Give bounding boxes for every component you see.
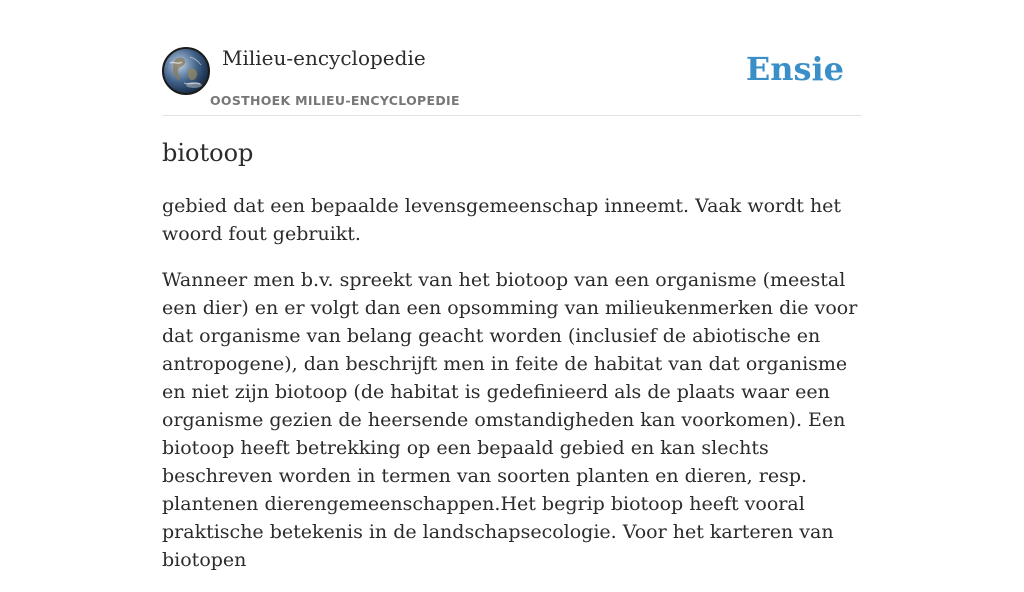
earth-avatar-icon[interactable] xyxy=(162,47,210,95)
definition-paragraph: gebied dat een bepaalde levensgemeenschap inneemt. Vaak wordt het woord fout gebruikt. xyxy=(162,195,842,245)
ensie-logo[interactable]: Ensie xyxy=(745,50,844,88)
explanation-paragraph: Wanneer men b.v. spreekt van het biotoop van een organisme (meestal een dier) en er volgt dan een opsomming van milieukenmerken die voor dat organisme van belang geacht worden (inclusief de abiotische en antropogene), dan beschrijft men in feite de habitat van dat organisme en niet zijn biotoop (de habitat is gedefinieerd als de plaats waar een organisme gezien de heersende omstandigheden kan voorkomen). Een biotoop heeft betrekking op een bepaald gebied en kan slechts beschreven worden in termen van soorten planten en dieren, resp. plantenen dierengemeenschappen.Het begrip biotoop heeft vooral praktische betekenis in de landschapsecologie. Voor het karteren van biotopen xyxy=(162,269,858,571)
site-name[interactable]: Milieu-encyclopedie xyxy=(222,46,426,70)
term-title: biotoop xyxy=(162,139,254,167)
article-body xyxy=(162,192,867,592)
site-header xyxy=(162,40,862,116)
encyclopedia-subtitle[interactable]: OOSTHOEK MILIEU-ENCYCLOPEDIE xyxy=(210,93,460,108)
